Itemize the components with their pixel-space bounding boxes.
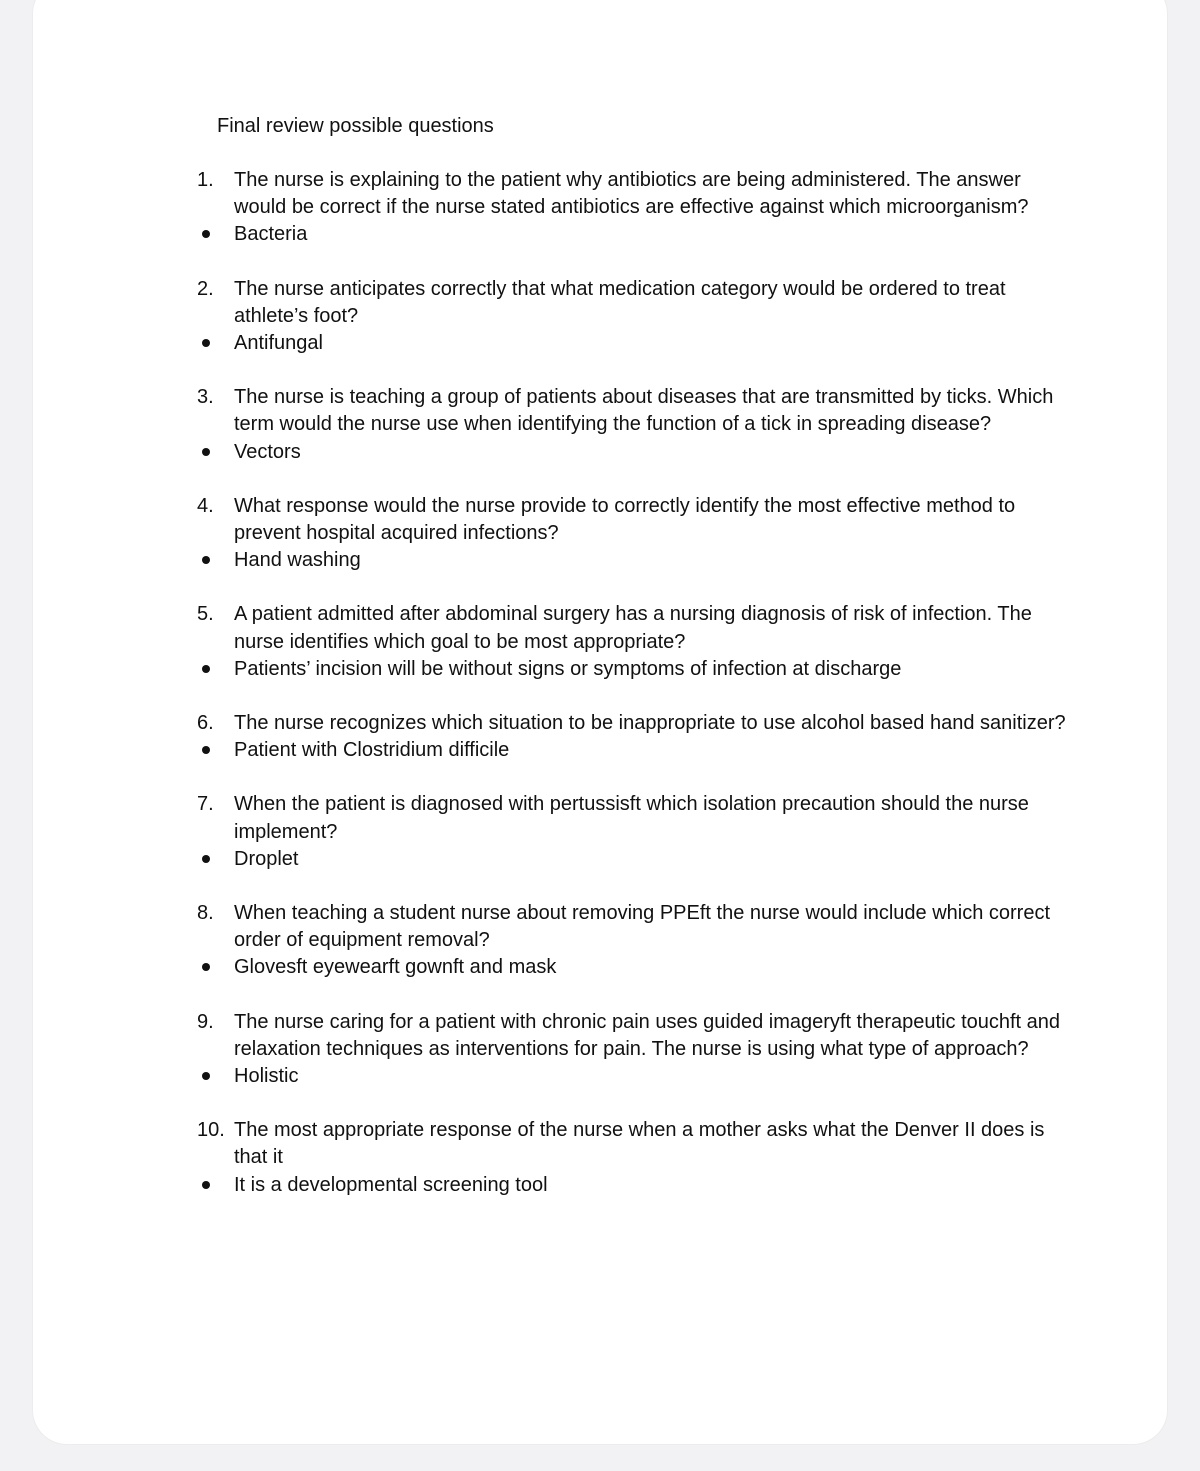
answer-row [197,439,1067,466]
question-row [197,167,1067,221]
bullet-icon [197,1172,234,1199]
answer-row [197,330,1067,357]
bullet-icon [197,846,234,873]
bullet-icon [197,330,234,357]
answer-row [197,1063,1067,1090]
question-number: 1. [197,169,214,191]
question-text: When the patient is diagnosed with pertussisft which isolation precaution should the nurse implement? [234,793,1029,843]
question-item [197,900,1067,982]
answer-text: Holistic [234,1065,299,1088]
question-row [197,601,1067,655]
bullet-dot [202,855,210,863]
bullet-icon [197,221,234,248]
question-number: 3. [197,386,214,409]
question-item [197,791,1067,873]
question-number: 5. [197,603,214,626]
answer-row [197,954,1067,981]
bullet-icon [197,737,234,764]
question-item [197,710,1067,764]
question-row [197,710,1067,737]
answer-row [197,1172,1067,1199]
question-list [197,167,1067,1199]
answer-text: Hand washing [234,549,361,572]
question-number: 6. [197,712,214,735]
bullet-dot [202,665,210,673]
answer-text: Patient with Clostridium difficile [234,739,510,762]
bullet-icon [197,954,234,981]
question-number: 9. [197,1010,214,1033]
question-item [197,1009,1067,1091]
bullet-icon [197,656,234,683]
question-row [197,900,1067,954]
question-text: A patient admitted after abdominal surgery has a nursing diagnosis of risk of infection. The nurse identifies which goal to be most appropriate? [234,603,1032,653]
answer-row [197,846,1067,873]
question-text: The nurse caring for a patient with chronic pain uses guided imageryft therapeutic touchft and relaxation techniques as interventions for pain. The nurse is using what type of approach? [234,1010,1061,1060]
question-item [197,493,1067,575]
answer-row [197,737,1067,764]
question-number: 7. [197,793,214,816]
question-row [197,493,1067,547]
bullet-dot [202,1072,210,1080]
question-number: 2. [197,277,214,300]
question-row [197,384,1067,438]
question-row [197,276,1067,330]
bullet-dot [202,1181,210,1189]
document-title: Final review possible questions [217,115,494,137]
answer-row [197,547,1067,574]
question-item [197,384,1067,466]
bullet-icon [197,1063,234,1090]
answer-text: Patients’ incision will be without signs or symptoms of infection at discharge [234,657,902,680]
answer-row [197,656,1067,683]
bullet-dot [202,339,210,347]
answer-text: Bacteria [234,223,308,246]
question-text: The nurse anticipates correctly that what medication category would be ordered to treat athlete’s foot? [234,277,1006,327]
question-text: What response would the nurse provide to correctly identify the most effective method to prevent hospital acquired infections? [234,494,1016,545]
question-item [197,1117,1067,1199]
bullet-dot [202,230,210,238]
question-row [197,1117,1067,1171]
question-text: The most appropriate response of the nurse when a mother asks what the Denver II does is that it [234,1119,1045,1169]
question-item [197,601,1067,683]
question-row [197,791,1067,845]
question-text: The nurse recognizes which situation to be inappropriate to use alcohol based hand sanitizer? [234,712,1066,735]
question-number: 4. [197,494,214,517]
bullet-dot [202,746,210,754]
bullet-dot [202,963,210,971]
bullet-icon [197,439,234,466]
question-text: When teaching a student nurse about removing PPEft the nurse would include which correct order of equipment removal? [234,902,1051,952]
bullet-dot [202,556,210,564]
question-item [197,167,1067,249]
question-number: 8. [197,902,214,925]
question-text: The nurse is explaining to the patient why antibiotics are being administered. The answer would be correct if the nurse stated antibiotics are effective against which microorganism? [234,169,1029,219]
answer-text: Antifungal [234,332,323,355]
bullet-dot [202,448,210,456]
answer-text: Droplet [234,847,299,870]
answer-text: Vectors [234,440,301,463]
question-number: 10. [197,1119,225,1142]
question-item [197,276,1067,358]
question-text: The nurse is teaching a group of patients about diseases that are transmitted by ticks. Which term would the nurse use when identifying the function of a tick in spreading disease? [234,386,1054,436]
answer-text: Glovesft eyewearft gownft and mask [234,956,557,979]
answer-text: It is a developmental screening tool [234,1173,548,1196]
question-row [197,1009,1067,1063]
answer-row [197,221,1067,248]
bullet-icon [197,547,234,574]
